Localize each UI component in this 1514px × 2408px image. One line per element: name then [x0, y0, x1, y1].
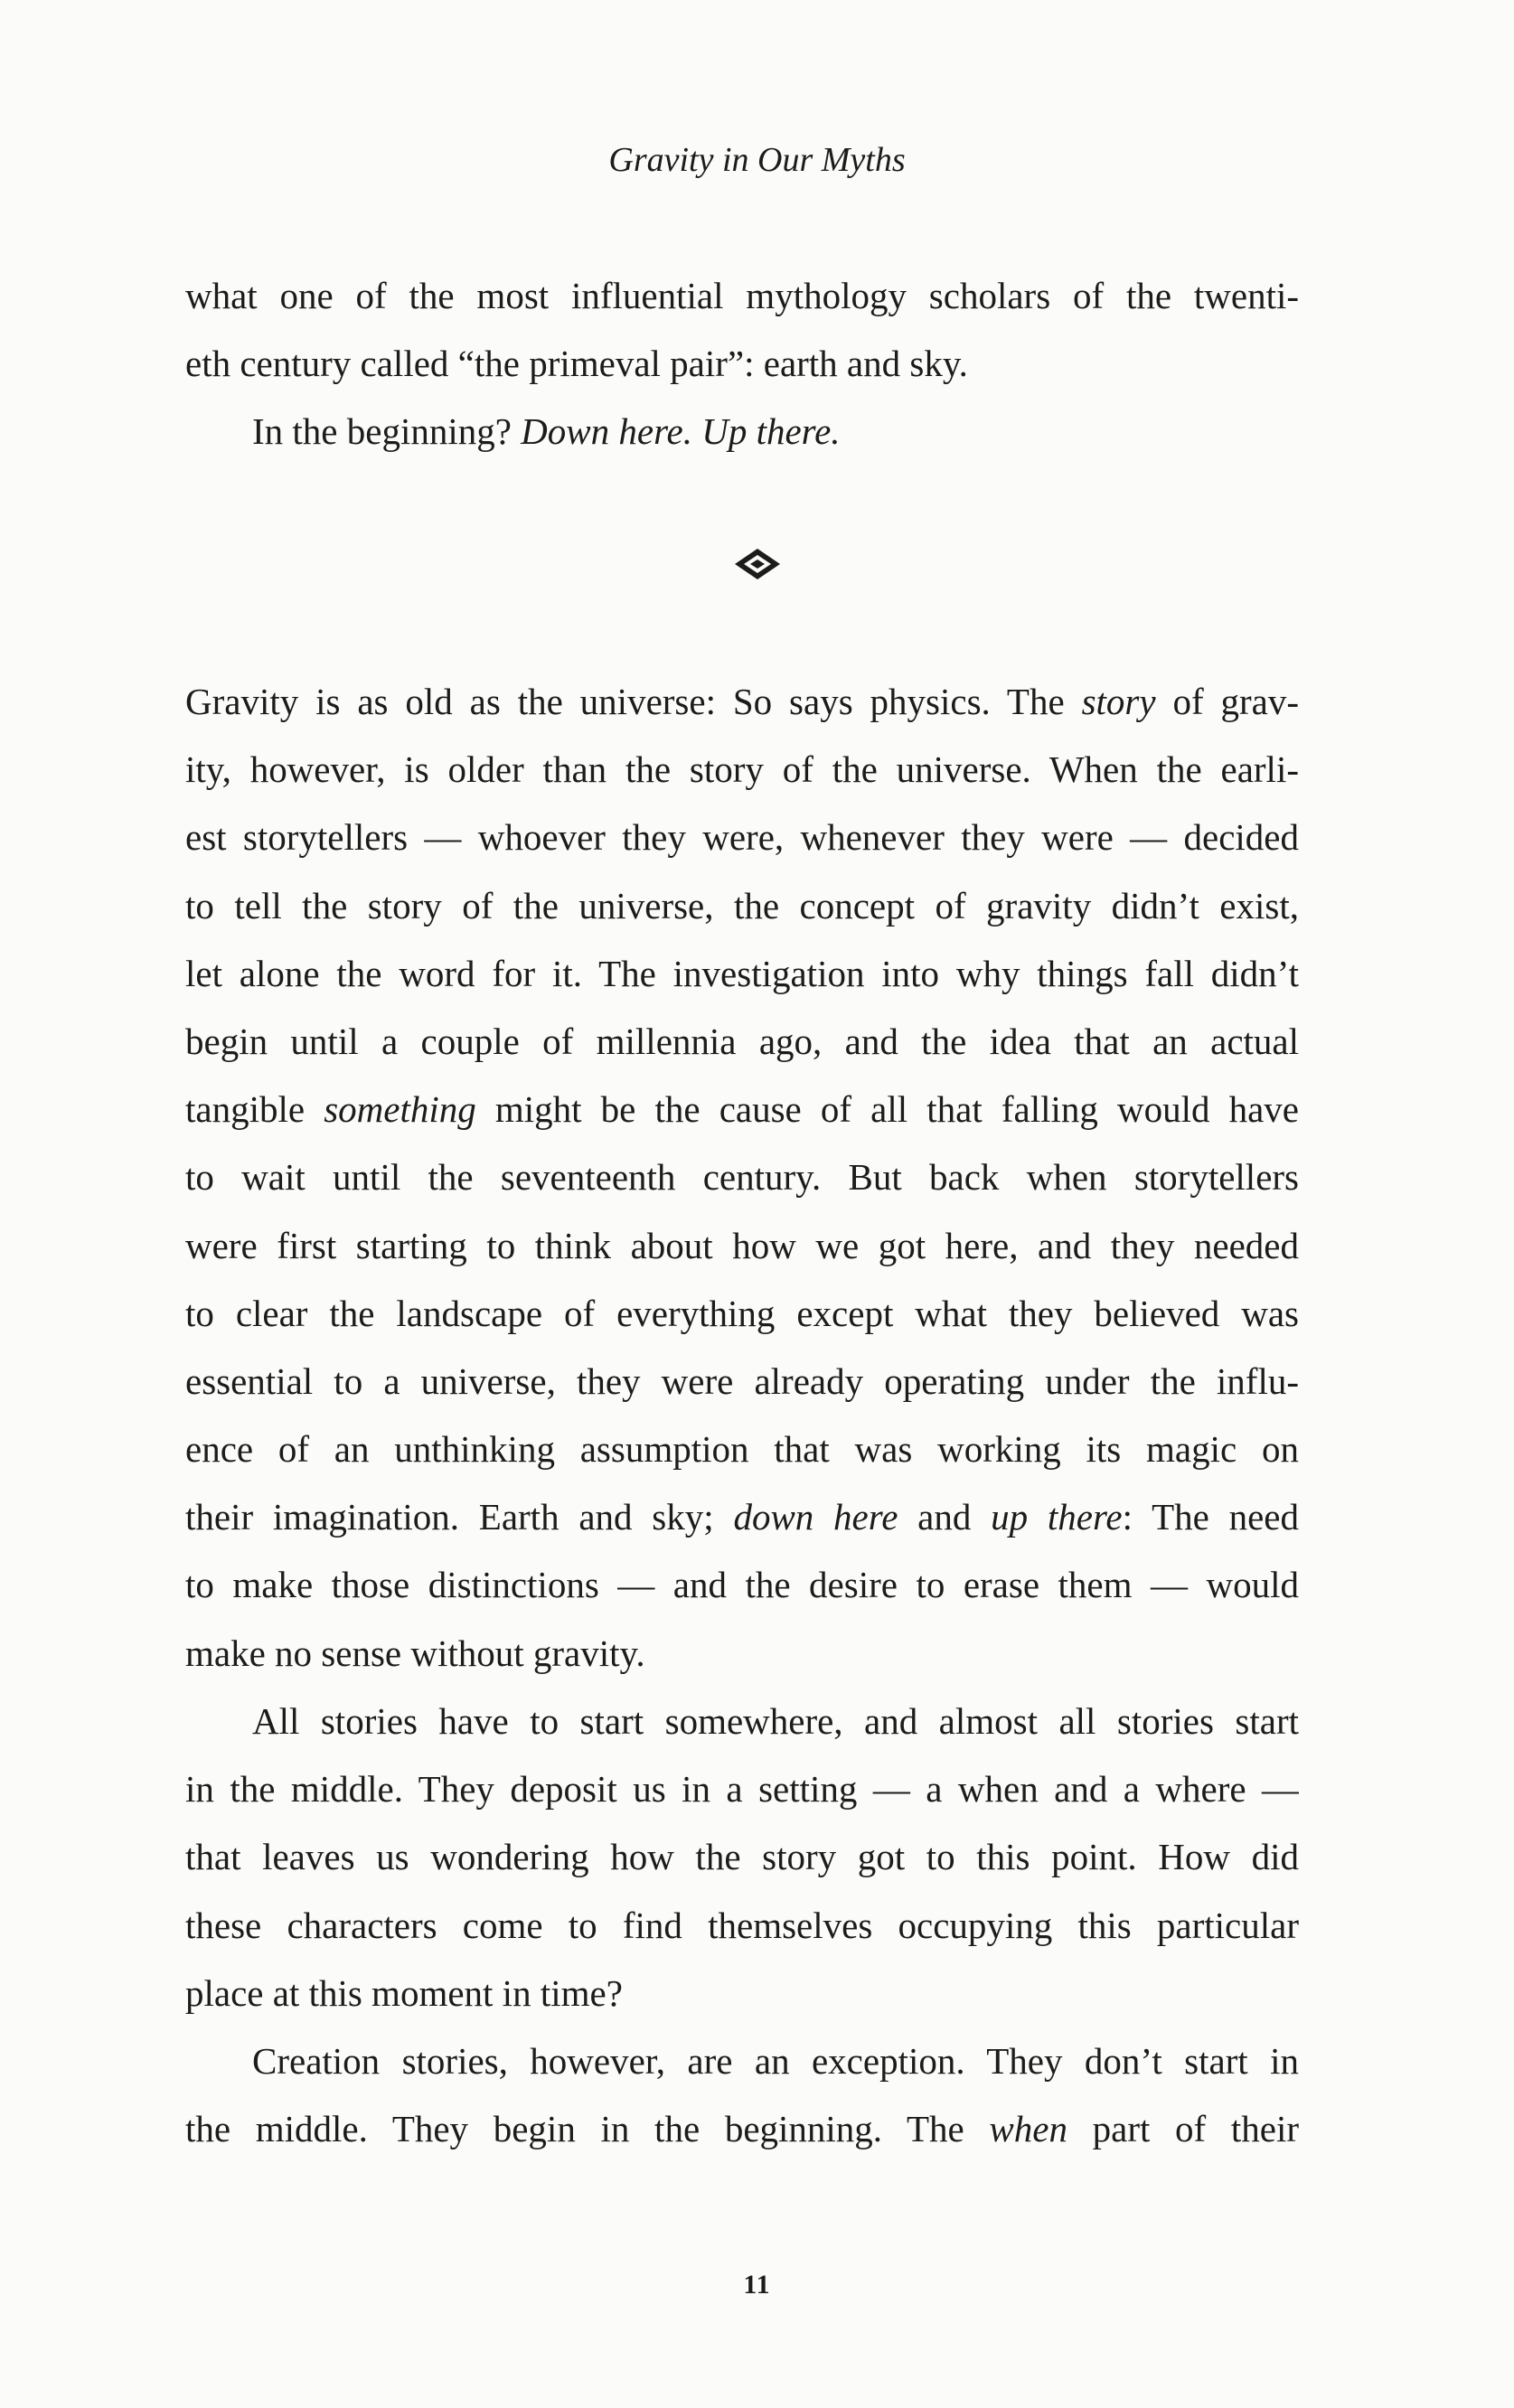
text-line: in the middle. They deposit us in a setting — a when and a where —	[185, 1768, 1299, 1811]
text-line: place at this moment in time?	[185, 1971, 623, 2014]
text-span: part of their	[1067, 2108, 1299, 2150]
text-span: In the beginning?	[252, 410, 522, 453]
page-number: 11	[743, 2270, 771, 2300]
text-line: to clear the landscape of everything except what they believed was	[185, 1292, 1299, 1334]
text-line	[185, 1483, 1299, 1551]
paragraph	[185, 1688, 1299, 2027]
paragraph-continuation	[185, 262, 1299, 466]
text-line: let alone the word for it. The investigation into why things fall didn’t	[185, 952, 1299, 994]
text-span: the middle. They begin in the beginning. The	[185, 2108, 990, 2150]
italic-text: story	[1081, 681, 1156, 722]
text-line: All stories have to start somewhere, and almost all stories start	[252, 1700, 1299, 1742]
text-span: and	[898, 1496, 992, 1538]
text-line: were first starting to think about how we got here, and they needed	[185, 1224, 1299, 1266]
italic-text: when	[989, 2108, 1067, 2150]
text-line: to wait until the seventeenth century. But back when storytellers	[185, 1156, 1299, 1199]
text-line: to make those distinctions — and the desire to erase them — would	[185, 1564, 1299, 1606]
text-line: these characters come to find themselves occupying this particular	[185, 1904, 1299, 1946]
text-span: might be the cause of all that falling would have	[475, 1088, 1299, 1131]
text-line	[185, 398, 1299, 466]
italic-text: something	[324, 1088, 476, 1131]
text-span: : The need	[1122, 1496, 1299, 1538]
text-span: their imagination. Earth and sky;	[185, 1496, 734, 1538]
running-head: Gravity in Our Myths	[608, 141, 906, 179]
diamond-fleuron-icon	[732, 546, 783, 582]
section-break-ornament	[0, 546, 1514, 586]
text-line: est storytellers — whoever they were, whenever they were — decided	[185, 816, 1299, 859]
text-line: Creation stories, however, are an exception. They don’t start in	[252, 2040, 1299, 2082]
text-line: ity, however, is older than the story of the universe. When the earli-	[185, 748, 1299, 791]
text-line	[185, 668, 1299, 736]
text-line	[185, 2095, 1299, 2163]
paragraph	[185, 668, 1299, 1688]
text-line: begin until a couple of millennia ago, and the idea that an actual	[185, 1020, 1299, 1062]
text-line	[185, 1076, 1299, 1143]
text-span: of grav-	[1155, 681, 1299, 722]
text-line: ence of an unthinking assumption that was working its magic on	[185, 1428, 1299, 1471]
paragraph	[185, 2027, 1299, 2163]
text-line: that leaves us wondering how the story got to this point. How did	[185, 1836, 1299, 1878]
text-span: Gravity is as old as the universe: So says physics. The	[185, 681, 1082, 722]
text-line: make no sense without gravity.	[185, 1632, 645, 1674]
italic-text: Down here. Up there.	[521, 410, 841, 453]
text-line: to tell the story of the universe, the concept of gravity didn’t exist,	[185, 884, 1299, 927]
text-span: tangible	[185, 1088, 324, 1131]
text-line: what one of the most influential mythology scholars of the twenti-	[185, 275, 1299, 316]
text-line: eth century called “the primeval pair”: earth and sky.	[185, 343, 968, 385]
text-line: essential to a universe, they were already operating under the influ-	[185, 1359, 1299, 1402]
italic-text: down here	[733, 1496, 898, 1538]
italic-text: up there	[991, 1496, 1123, 1538]
